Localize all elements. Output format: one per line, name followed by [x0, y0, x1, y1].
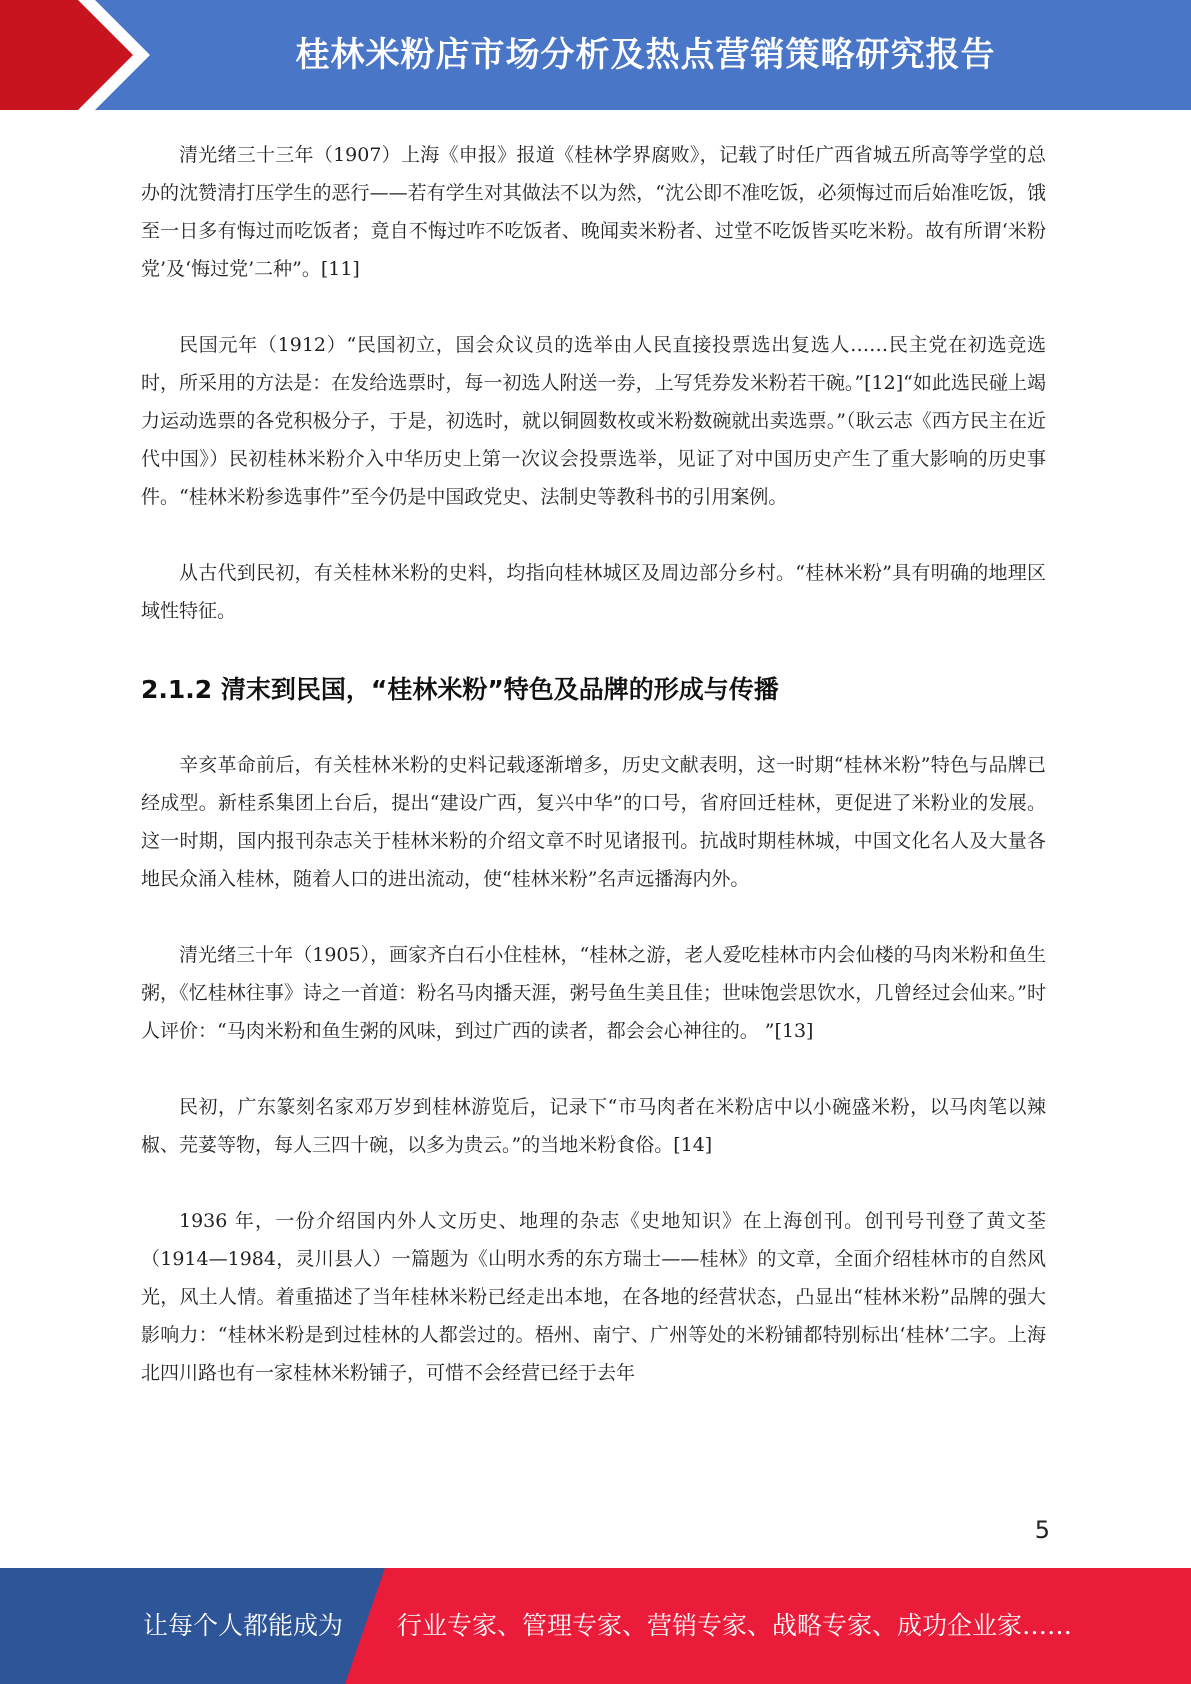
report-title: 桂林米粉店市场分析及热点营销策略研究报告	[295, 35, 996, 75]
paragraph: 从古代到民初，有关桂林米粉的史料，均指向桂林城区及周边部分乡村。“桂林米粉”具有明确的地理区域性特征。	[141, 562, 1046, 622]
paragraph: 辛亥革命前后，有关桂林米粉的史料记载逐渐增多，历史文献表明，这一时期“桂林米粉”特色与品牌已经成型。新桂系集团上台后，提出“建设广西，复兴中华”的口号，省府回迁桂林，更促进了米粉业的发展。这一时期，国内报刊杂志关于桂林米粉的介绍文章不时见诸报刊。抗战时期桂林城，中国文化名人及大量各地民众涌入桂林，随着人口的进出流动，使“桂林米粉”名声远播海内外。	[141, 754, 1046, 890]
document-body	[141, 136, 1046, 1392]
page-header	[0, 0, 1191, 110]
paragraph: 清光绪三十年（1905），画家齐白石小住桂林，“桂林之游，老人爱吃桂林市内会仙楼的马肉米粉和鱼生粥，《忆桂林往事》诗之一首道：粉名马肉播天涯，粥号鱼生美且佳；世味饱尝思饮水，几曾经过会仙来。”时人评价：“马肉米粉和鱼生粥的风味，到过广西的读者，都会会心神往的。 ”[13]	[141, 944, 1046, 1042]
paragraph: 1936 年，一份介绍国内外人文历史、地理的杂志《史地知识》在上海创刊。创刊号刊登了黄文荃（1914—1984，灵川县人）一篇题为《山明水秀的东方瑞士——桂林》的文章，全面介绍桂林市的自然风光，风土人情。着重描述了当年桂林米粉已经走出本地，在各地的经营状态，凸显出“桂林米粉”品牌的强大影响力：“桂林米粉是到过桂林的人都尝过的。梧州、南宁、广州等处的米粉铺都特别标出‘桂林’二字。上海北四川路也有一家桂林米粉铺子，可惜不会经营已经于去年	[141, 1210, 1046, 1384]
page-footer	[0, 1568, 1191, 1684]
paragraph: 民国元年（1912）“民国初立，国会众议员的选举由人民直接投票选出复选人……民主党在初选竞选时，所采用的方法是：在发给选票时，每一初选人附送一券，上写凭券发米粉若干碗。”[12]“如此选民碰上竭力运动选票的各党积极分子，于是，初选时，就以铜圆数枚或米粉数碗就出卖选票。”（耿云志《西方民主在近代中国》）民初桂林米粉介入中华历史上第一次议会投票选举，见证了对中国历史产生了重大影响的历史事件。“桂林米粉参选事件”至今仍是中国政党史、法制史等教科书的引用案例。	[141, 334, 1046, 508]
footer-slogan-lead: 让每个人都能成为	[143, 1611, 344, 1640]
footer-slogan-roles: 行业专家、管理专家、营销专家、战略专家、成功企业家……	[397, 1611, 1073, 1640]
page-number: 5	[1034, 1516, 1050, 1544]
paragraph: 清光绪三十三年（1907）上海《申报》报道《桂林学界腐败》，记载了时任广西省城五所高等学堂的总办的沈赞清打压学生的恶行——若有学生对其做法不以为然，“沈公即不准吃饭，必须悔过而后始准吃饭，饿至一日多有悔过而吃饭者；竟自不悔过咋不吃饭者、晚闻卖米粉者、过堂不吃饭皆买吃米粉。故有所谓‘米粉党’及‘悔过党’二种”。[11]	[141, 144, 1046, 280]
section-heading: 2.1.2 清末到民国，“桂林米粉”特色及品牌的形成与传播	[141, 675, 779, 704]
paragraph: 民初，广东篆刻名家邓万岁到桂林游览后，记录下“市马肉者在米粉店中以小碗盛米粉，以马肉笔以辣椒、芫荽等物，每人三四十碗，以多为贵云。”的当地米粉食俗。[14]	[141, 1096, 1046, 1156]
